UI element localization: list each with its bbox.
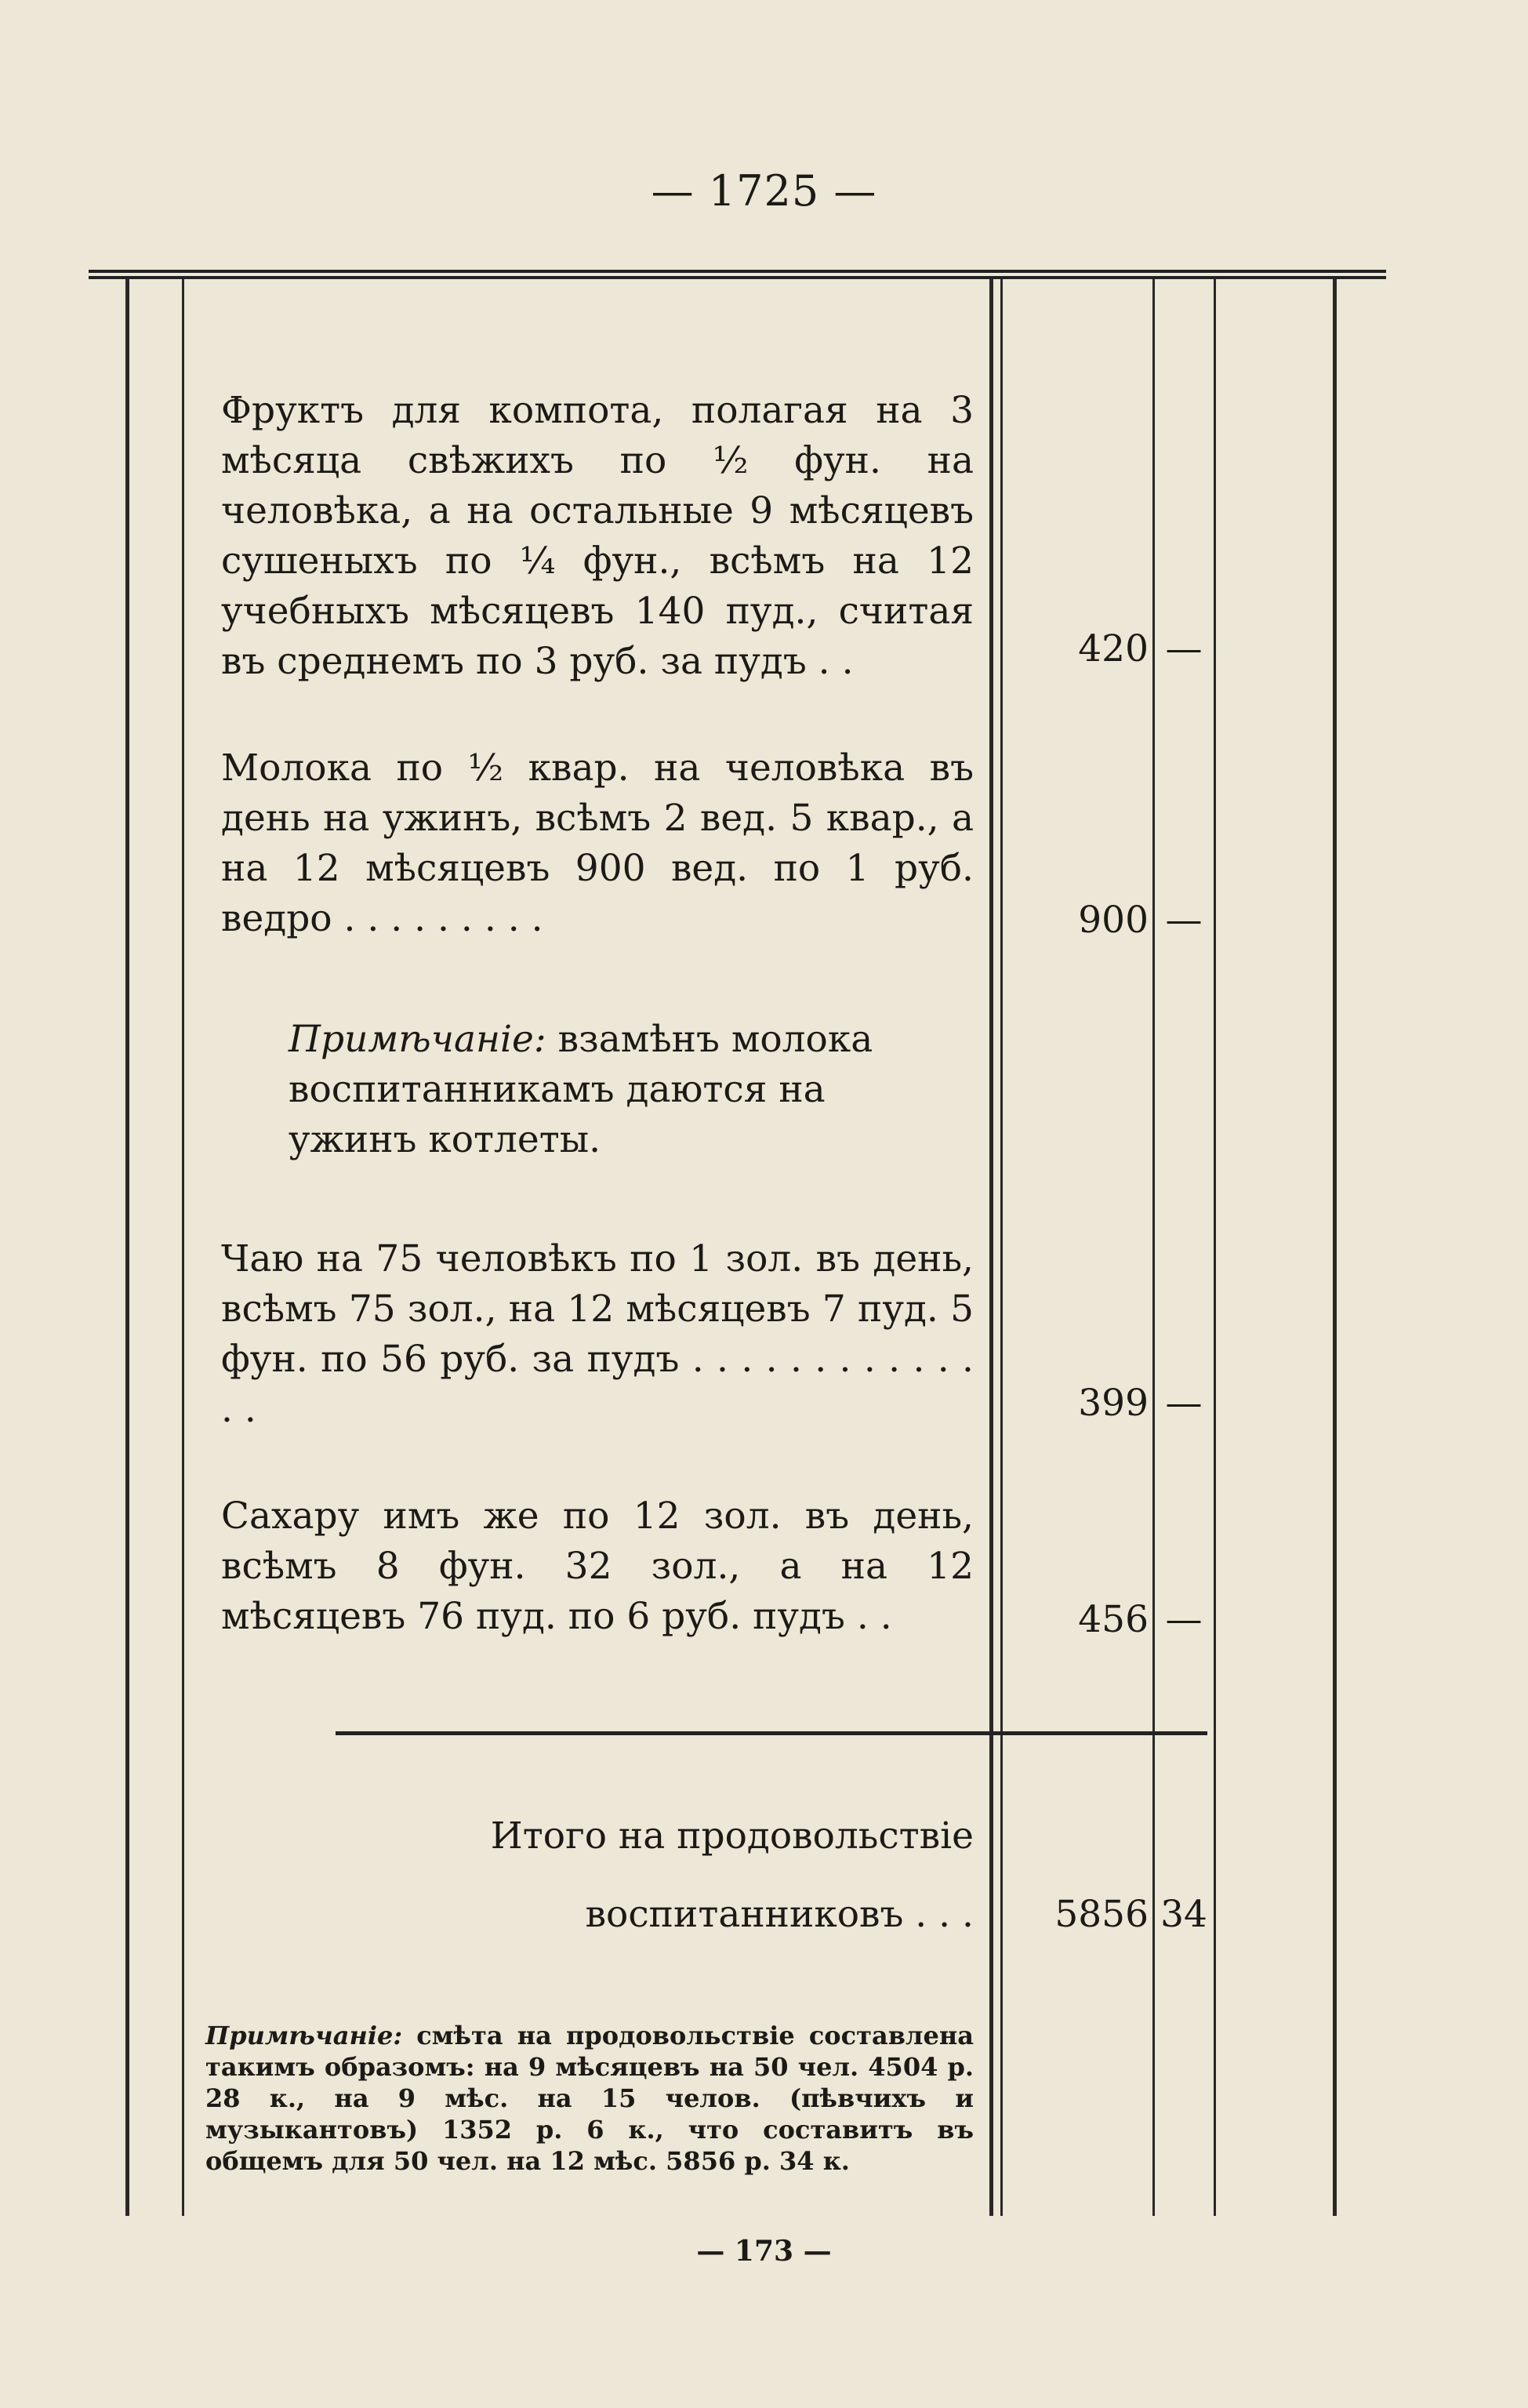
entry-tea-text: Чаю на 75 человѣкъ по 1 зол. въ день, всѣмъ 75 зол., на 12 мѣсяцевъ 7 пуд. 5 фун. по 56 руб. за пудъ . . . . . . . . . . . . . . (221, 1237, 974, 1431)
entry-tea-rubles: 399 (1078, 1382, 1149, 1425)
top-double-rule (89, 270, 1386, 279)
footnote-label: Примѣчаніе: (205, 2021, 403, 2050)
column-rule-text-right (989, 279, 993, 2216)
total-line-2: воспитанниковъ . . . (585, 1893, 974, 1936)
entry-sugar-text: Сахару имъ же по 12 зол. въ день, всѣмъ 8 фун. 32 зол., а на 12 мѣсяцевъ 76 пуд. по 6 руб. пудъ . . (221, 1495, 974, 1638)
entry-fruit-rubles: 420 (1078, 627, 1149, 670)
entry-milk-rubles: 900 (1078, 899, 1149, 942)
note-label: Примѣчаніе: (289, 1018, 546, 1061)
footnote (205, 2020, 974, 2177)
total-rubles: 5856 (1054, 1893, 1149, 1936)
total-rule (336, 1731, 1207, 1735)
entry-tea (221, 1234, 974, 1435)
entry-milk (221, 743, 974, 944)
entry-milk-text: Молока по ½ квар. на человѣка въ день на ужинъ, всѣмъ 2 вед. 5 квар., а на 12 мѣсяцевъ 900 вед. по 1 руб. ведро . . . . . . . . . (221, 746, 974, 940)
column-rule-rubles-left (1000, 279, 1003, 2216)
total-kopecks: 34 (1160, 1893, 1207, 1936)
column-rule-right-outer (1333, 279, 1337, 2216)
column-rule-left-inner (182, 279, 184, 2216)
note-milk-substitute (289, 1015, 963, 1165)
entry-tea-kopecks: — (1165, 1382, 1203, 1425)
entry-sugar (221, 1491, 974, 1642)
page-header-number: — 1725 — (651, 166, 877, 216)
total-line-1: Итого на продовольствіе (490, 1814, 974, 1858)
page-footer-number: — 173 — (696, 2235, 832, 2268)
column-rule-kopecks-left (1152, 279, 1155, 2216)
entry-fruit-text: Фруктъ для компота, полагая на 3 мѣсяца свѣжихъ по ½ фун. на человѣка, а на остальные 9 мѣсяцевъ сушеныхъ по ¼ фун., всѣмъ на 12 учебныхъ мѣсяцевъ 140 пуд., считая въ среднемъ по 3 руб. за пудъ . . (221, 389, 974, 683)
note-text: взамѣнъ молока воспитанникамъ даются на ужинъ котлеты. (289, 1018, 873, 1161)
entry-fruit (221, 386, 974, 687)
entry-sugar-rubles: 456 (1078, 1598, 1149, 1641)
column-rule-kopecks-right (1214, 279, 1216, 2216)
entry-fruit-kopecks: — (1165, 627, 1203, 670)
footnote-text: смѣта на продовольствіе составлена такимъ образомъ: на 9 мѣсяцевъ на 50 чел. 4504 р. 28 к., на 9 мѣс. на 15 челов. (пѣвчихъ и музыкантовъ) 1352 р. 6 к., что составитъ въ общемъ для 50 чел. на 12 мѣс. 5856 р. 34 к. (205, 2021, 975, 2176)
entry-milk-kopecks: — (1165, 899, 1203, 942)
entry-sugar-kopecks: — (1165, 1598, 1203, 1641)
column-rule-left-outer (125, 279, 129, 2216)
